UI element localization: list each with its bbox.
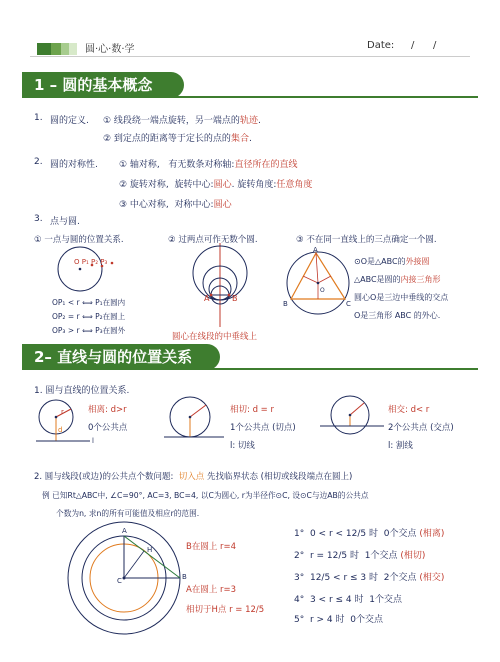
s1-def1: ① 线段绕一端点旋转，另一端点的轨迹. <box>103 116 261 126</box>
header-date-label: Date: <box>367 40 395 51</box>
c1-d: d <box>58 426 63 434</box>
case-row: 3° 12/5 < r ≤ 3 时 2个交点 (相交) <box>294 573 445 583</box>
fig3-desc1: ⊙O是△ABC的外接圆 <box>354 257 430 266</box>
fig1-point-labels: O P₁ P₂ P₃ <box>74 258 108 266</box>
two-points-circles-figure <box>184 243 254 328</box>
line-circle-secant-figure <box>318 395 386 451</box>
case-row: 4° 3 < r ≤ 4 时 1个交点 <box>294 595 402 605</box>
header-title: 圆·心·数·学 <box>85 44 135 55</box>
fig3-label-C: C <box>346 300 351 308</box>
line-circle-tangent-figure <box>162 395 228 451</box>
c3-text-b: 2个公共点 (交点) <box>388 423 454 433</box>
s2-item2-line: 2. 圆与线段(或边)的公共点个数问题: 切入点 先找临界状态 (相切或线段端点在圆上) <box>34 472 353 482</box>
example-line2: 个数为n, 求n的所有可能值及相应r的范围. <box>56 509 200 518</box>
s1-item2-num: 2. <box>34 157 43 167</box>
s1-item3-num: 3. <box>34 214 43 224</box>
fig2-note: 圆心在线段的中垂线上 <box>172 332 258 342</box>
s1-sym3: ③ 中心对称, 对称中心:圆心 <box>119 200 232 210</box>
c1-l: l <box>92 437 94 445</box>
c1-r: r <box>61 408 64 416</box>
header-date-sep2: / <box>433 40 437 51</box>
header-date-sep1: / <box>411 40 415 51</box>
c1-text-a: 相离: d>r <box>88 405 127 415</box>
rel3: OP₃ > r ⟺ P₃在圆外 <box>52 326 126 335</box>
section2-title: 2– 直线与圆的位置关系 <box>34 348 193 366</box>
section1-title: 1 – 圆的基本概念 <box>34 76 153 94</box>
ex-ann2: A在圆上 r=3 <box>186 585 237 595</box>
ex-label-B: B <box>182 573 187 581</box>
fig2-label-B: B <box>232 294 238 303</box>
fig3-label-B: B <box>283 300 288 308</box>
ex-ann3: 相切于H点 r = 12/5 <box>186 605 265 615</box>
fig3-desc4: O是三角形 ABC 的外心. <box>354 311 441 320</box>
s1-item1-num: 1. <box>34 113 43 123</box>
ex-label-A: A <box>122 527 127 535</box>
section2-banner <box>22 344 220 370</box>
example-line1: 例 已知Rt△ABC中, ∠C=90°, AC=3, BC=4, 以C为圆心, r为半径作⊙C, 设⊙C与边AB的公共点 <box>42 491 369 500</box>
fig3-desc2: △ABC是圆的内接三角形 <box>354 275 441 284</box>
s1-sub2: ② 过两点可作无数个圆. <box>168 235 258 245</box>
c2-text-c: l: 切线 <box>230 441 255 451</box>
fig3-label-O: O <box>320 287 325 294</box>
ex-ann1: B在圆上 r=4 <box>186 542 237 552</box>
s2-item1-label: 1. 圆与直线的位置关系. <box>34 386 130 396</box>
rel1: OP₁ < r ⟺ P₁在圆内 <box>52 298 126 307</box>
c2-text-a: 相切: d = r <box>230 405 274 415</box>
example-figure <box>66 520 194 648</box>
case-row: 5° r > 4 时 0个交点 <box>294 615 383 625</box>
s1-def2: ② 到定点的距离等于定长的点的集合. <box>103 134 252 144</box>
s1-sym2: ② 旋转对称, 旋转中心:圆心. 旋转角度:任意角度 <box>119 180 313 190</box>
ex-label-C: C <box>117 577 122 585</box>
section1-banner <box>22 72 184 98</box>
fig3-label-A: A <box>313 246 318 254</box>
case-row: 2° r = 12/5 时 1个交点 (相切) <box>294 551 426 561</box>
s1-item3-label: 点与圆. <box>50 217 80 227</box>
s1-sub1: ① 一点与圆的位置关系. <box>34 235 124 245</box>
s1-sub3: ③ 不在同一直线上的三点确定一个圆. <box>296 235 437 245</box>
s1-item2-label: 圆的对称性. <box>50 160 98 170</box>
fig2-label-A: A <box>204 294 210 303</box>
circumcircle-figure <box>282 247 354 317</box>
s1-item1-label: 圆的定义. <box>50 116 89 126</box>
c2-text-b: 1个公共点 (切点) <box>230 423 296 433</box>
rel2: OP₂ = r ⟺ P₂在圆上 <box>52 312 126 321</box>
c3-text-a: 相交: d< r <box>388 405 430 415</box>
header-divider <box>30 56 470 57</box>
s1-sym1: ① 轴对称, 有无数条对称轴:直径所在的直线 <box>119 160 298 170</box>
c3-text-c: l: 割线 <box>388 441 413 451</box>
case-row: 1° 0 < r < 12/5 时 0个交点 (相离) <box>294 529 445 539</box>
ex-label-H: H <box>147 546 153 554</box>
fig3-desc3: 圆心O是三边中垂线的交点 <box>354 293 449 302</box>
point-circle-figure <box>52 245 122 295</box>
line-circle-separate-figure <box>34 395 94 451</box>
c1-text-b: 0个公共点 <box>88 423 128 433</box>
